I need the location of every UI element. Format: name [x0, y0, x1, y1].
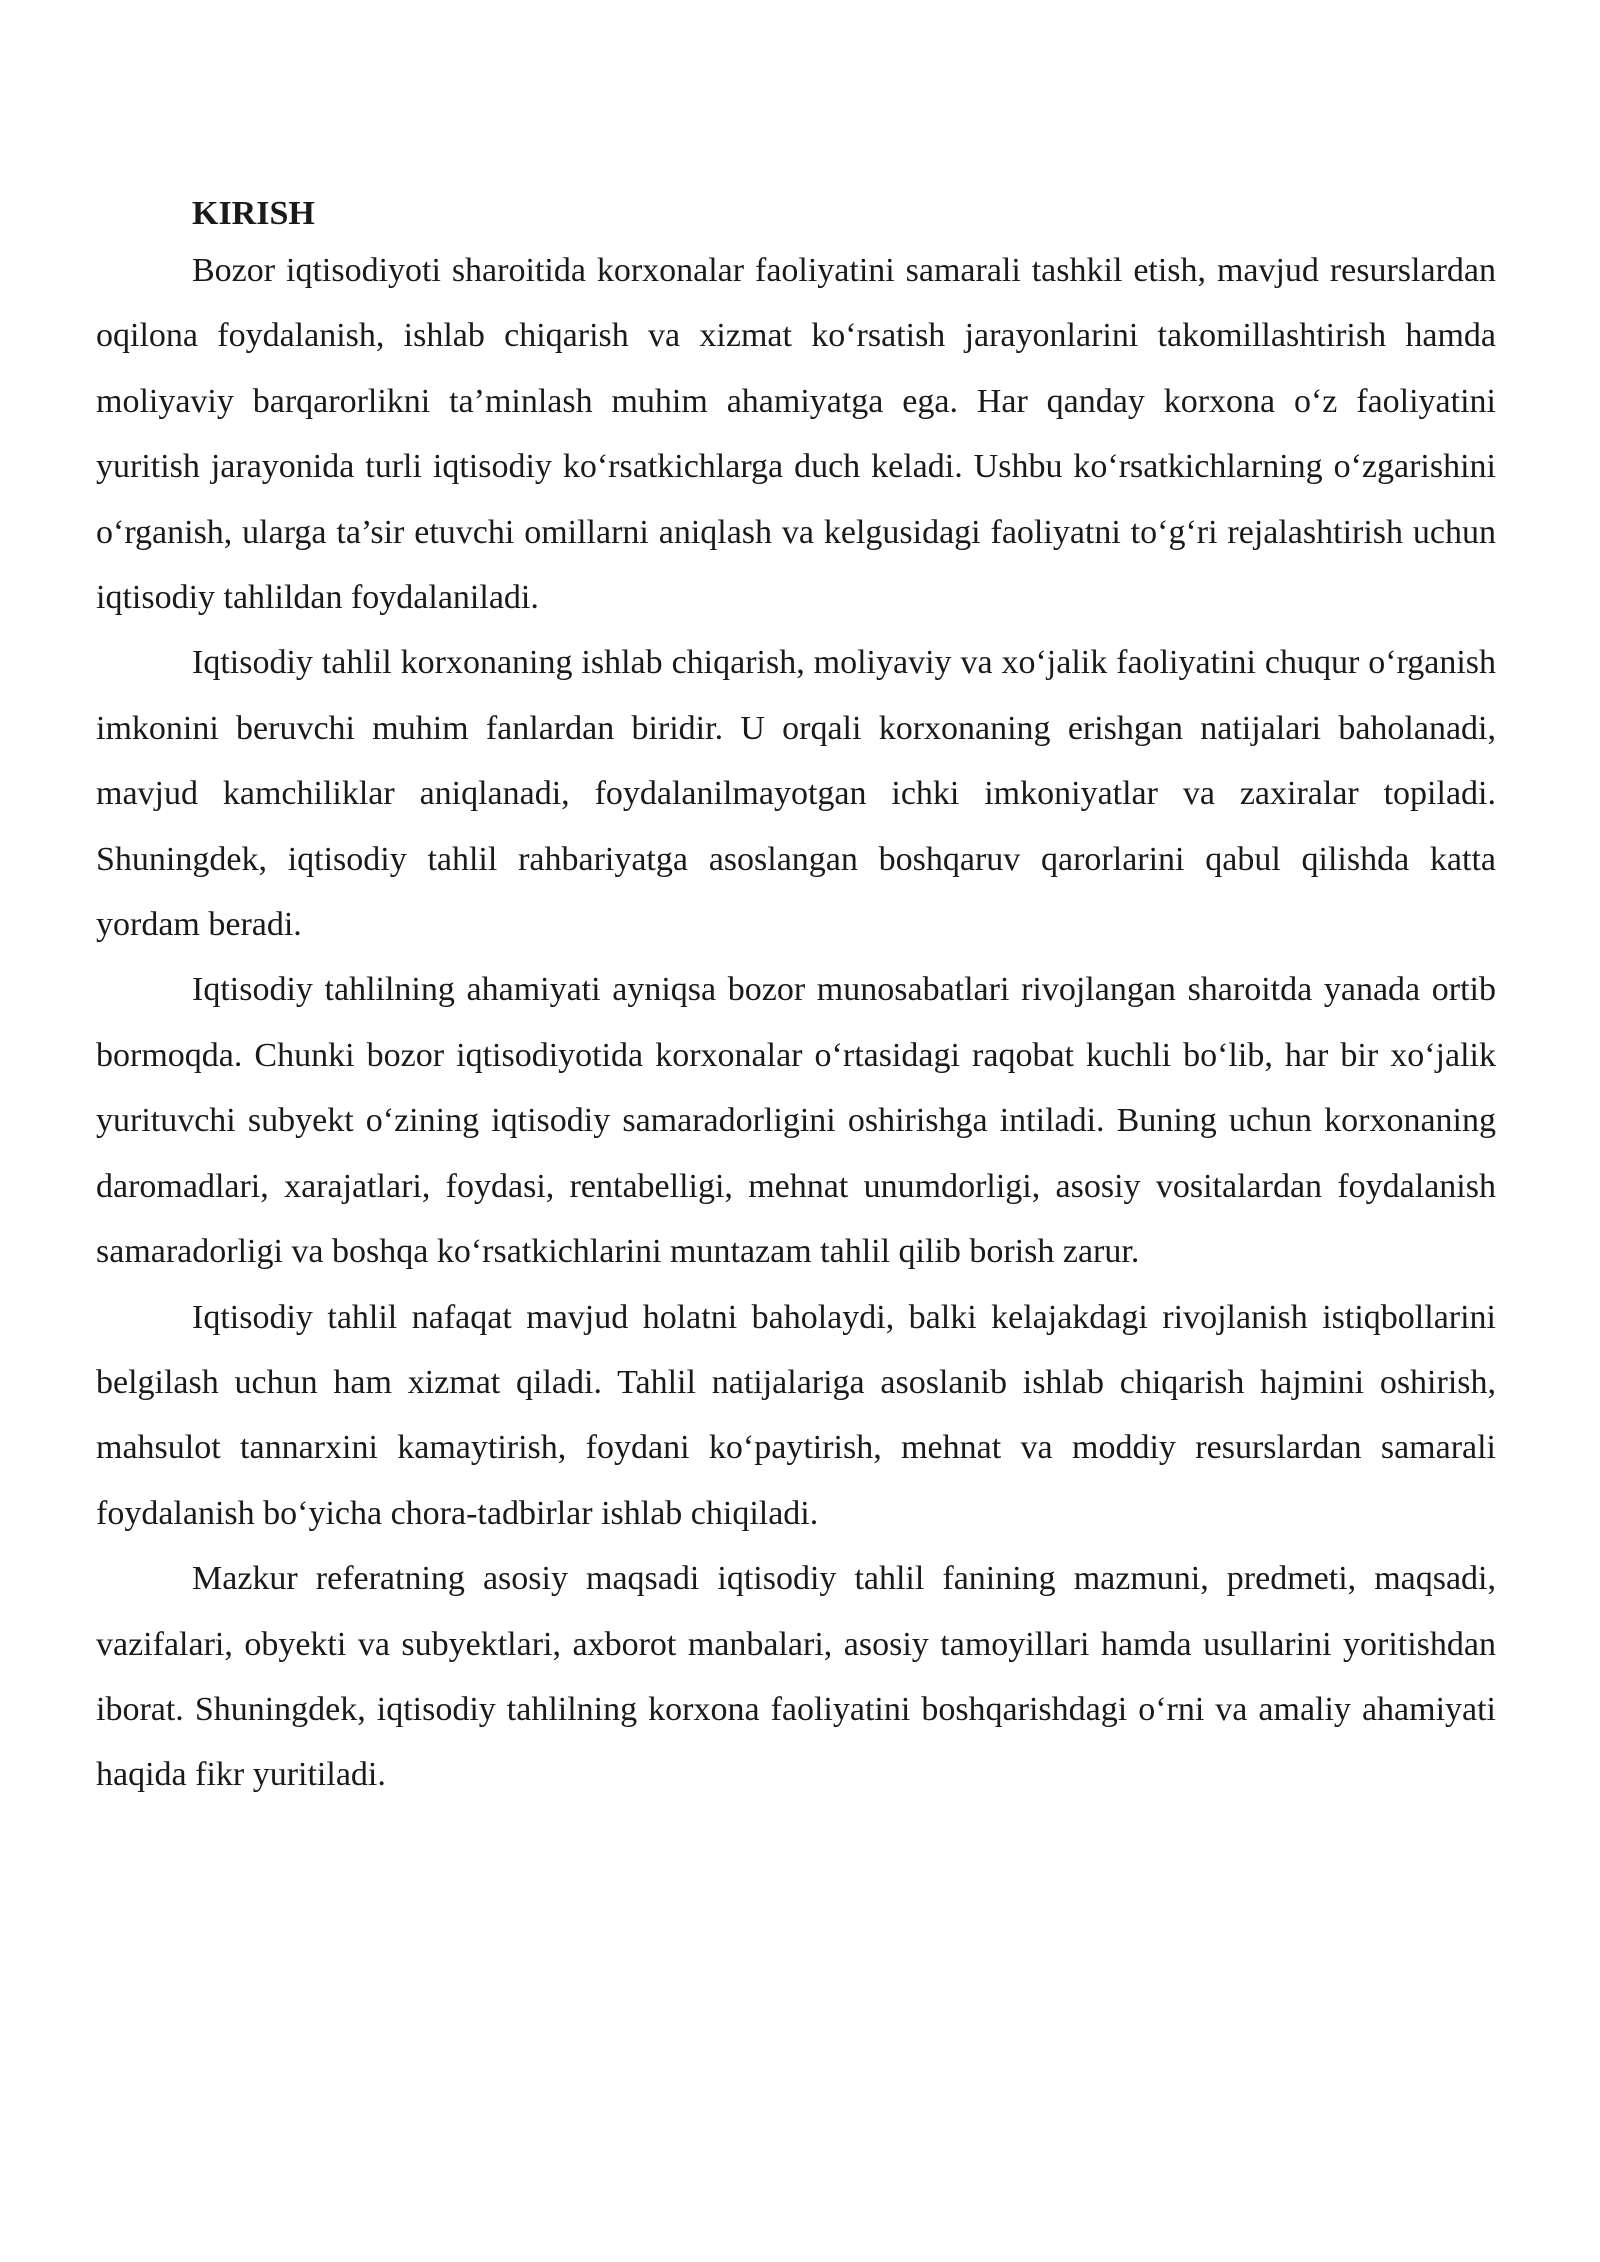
- paragraph-3: Iqtisodiy tahlilning ahamiyati ayniqsa bozor munosabatlari rivojlangan sharoitda yanada ortib bormoqda. Chunki bozor iqtisodiyotida korxonalar o‘rtasidagi raqobat kuchli bo‘lib, har bir xo‘jalik yurituvchi subyekt o‘zining iqtisodiy samaradorligini oshirishga intiladi. Buning uchun korxonaning daromadlari, xarajatlari, foydasi, rentabelligi, mehnat unumdorligi, asosiy vositalardan foydalanish samaradorligi va boshqa ko‘rsatkichlarini muntazam tahlil qilib borish zarur.: [96, 971, 1496, 1271]
- paragraph-1: Bozor iqtisodiyoti sharoitida korxonalar faoliyatini samarali tashkil etish, mavjud resurslardan oqilona foydalanish, ishlab chiqarish va xizmat ko‘rsatish jarayonlarini takomillashtirish hamda moliyaviy barqarorlikni ta’minlash muhim ahamiyatga ega. Har qanday korxona o‘z faoliyatini yuritish jarayonida turli iqtisodiy ko‘rsatkichlarga duch keladi. Ushbu ko‘rsatkichlarning o‘zgarishini o‘rganish, ularga ta’sir etuvchi omillarni aniqlash va kelgusidagi faoliyatni to‘g‘ri rejalashtirish uchun iqtisodiy tahlildan foydalaniladi.: [96, 252, 1496, 617]
- paragraph-5: Mazkur referatning asosiy maqsadi iqtisodiy tahlil fanining mazmuni, predmeti, maqsadi, vazifalari, obyekti va subyektlari, axborot manbalari, asosiy tamoyillari hamda usullarini yoritishdan iborat. Shuningdek, iqtisodiy tahlilning korxona faoliyatini boshqarishdagi o‘rni va amaliy ahamiyati haqida fikr yuritiladi.: [96, 1560, 1496, 1794]
- paragraph-4: Iqtisodiy tahlil nafaqat mavjud holatni baholaydi, balki kelajakdagi rivojlanish istiqbollarini belgilash uchun ham xizmat qiladi. Tahlil natijalariga asoslanib ishlab chiqarish hajmini oshirish, mahsulot tannarxini kamaytirish, foydani ko‘paytirish, mehnat va moddiy resurslardan samarali foydalanish bo‘yicha chora-tadbirlar ishlab chiqiladi.: [96, 1298, 1496, 1532]
- document-body: [96, 190, 1496, 1808]
- paragraph-2: Iqtisodiy tahlil korxonaning ishlab chiqarish, moliyaviy va xo‘jalik faoliyatini chuqur o‘rganish imkonini beruvchi muhim fanlardan biridir. U orqali korxonaning erishgan natijalari baholanadi, mavjud kamchiliklar aniqlanadi, foydalanilmayotgan ichki imkoniyatlar va zaxiralar topiladi. Shuningdek, iqtisodiy tahlil rahbariyatga asoslangan boshqaruv qarorlarini qabul qilishda katta yordam beradi.: [96, 644, 1496, 944]
- section-heading: KIRISH: [192, 195, 315, 232]
